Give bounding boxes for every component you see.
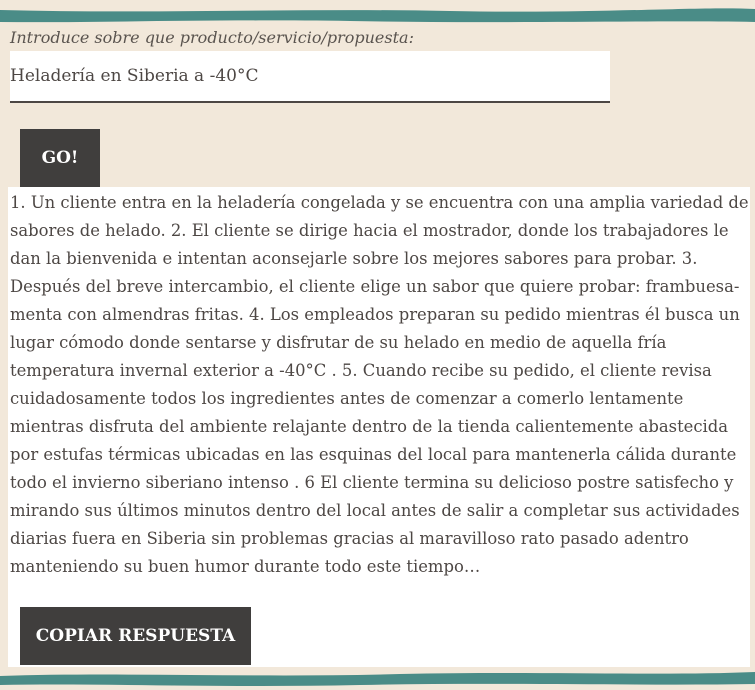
go-button[interactable]: GO! bbox=[20, 129, 100, 187]
copy-answer-button[interactable]: COPIAR RESPUESTA bbox=[20, 607, 251, 665]
answer-text: 1. Un cliente entra en la heladería congelada y se encuentra con una amplia variedad de sabores de helado. 2. El cliente se dirige hacia el mostrador, donde los trabajadores le dan la bienvenida e intentan aconsejarle sobre los mejores sabores para probar. 3. Después del breve intercambio, el cliente elige un sabor que quiere probar: frambuesa-menta con almendras fritas. 4. Los empleados preparan su pedido mientras él busca un lugar cómodo donde sentarse y disfrutar de su helado en medio de aquella fría temperatura invernal exterior a -40°C . 5. Cuando recibe su pedido, el cliente revisa cuidadosamente todos los ingredientes antes de comenzar a comerlo lentamente mientras disfruta del ambiente relajante dentro de la tienda calientemente abastecida por estufas térmicas ubicadas en las esquinas del local para mantenerla cálida durante todo el invierno siberiano intenso . 6 El cliente termina su delicioso postre satisfecho y mirando sus últimos minutos dentro del local antes de salir a completar sus actividades diarias fuera en Siberia sin problemas gracias al maravilloso rato pasado adentro manteniendo su buen humor durante todo este tiempo… bbox=[10, 193, 749, 576]
product-input[interactable] bbox=[10, 51, 610, 103]
top-wave-divider bbox=[0, 0, 755, 26]
bottom-wave-divider bbox=[0, 664, 755, 690]
prompt-label: Introduce sobre que producto/servicio/propuesta: bbox=[10, 28, 414, 47]
